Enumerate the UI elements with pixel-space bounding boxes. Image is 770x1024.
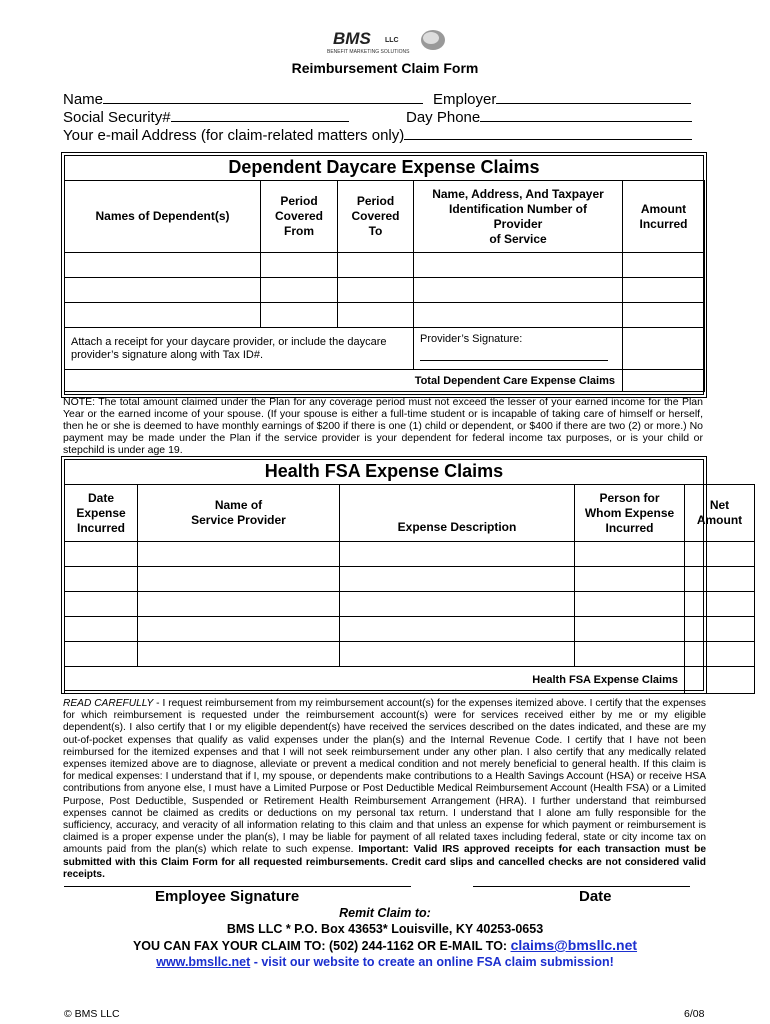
amount-line2: Incurred — [639, 216, 688, 231]
health-header-row — [65, 485, 755, 542]
ssn-row — [63, 107, 349, 126]
cell[interactable] — [65, 567, 138, 592]
daycare-row[interactable] — [65, 253, 705, 278]
note-text: NOTE: The total amount claimed under the Plan for any coverage period must not exceed the lesser of your earned income for the Plan Year or the earned income of your spouse. (If your spouse is either a full-time student or is incapable of taking care of himself or herself, then he or she is deemed to have monthly earnings of $200 if there is one (1) child or dependent, or $400 if there are two (2) or more.) No payment may be made under the Plan if the service provider is your dependent for federal income tax purposes, or is your child or stepchild is under age 19. — [63, 396, 703, 456]
cell[interactable] — [414, 303, 623, 328]
name-label: Name — [63, 91, 104, 108]
person-line3: Incurred — [605, 520, 654, 535]
cell[interactable] — [65, 542, 138, 567]
cell[interactable] — [65, 278, 261, 303]
health-row[interactable] — [65, 542, 755, 567]
cell[interactable] — [138, 592, 340, 617]
health-total-value[interactable] — [685, 667, 755, 694]
provider-line2: Identification Number of — [449, 201, 587, 216]
col-names: Names of Dependent(s) — [65, 181, 261, 253]
provider-line3: Provider — [493, 216, 543, 231]
logo-brand: BMS — [333, 29, 371, 48]
date-line3: Incurred — [76, 520, 125, 535]
cell[interactable] — [65, 642, 138, 667]
col-provider — [414, 181, 623, 253]
cell[interactable] — [575, 617, 685, 642]
certification-body: - I request reimbursement from my reimbursement account(s) for the expenses itemized above. I certify that the expenses for which reimbursement is requested under the reimbursement account(s) were for services received either by me or my eligible dependent(s). I also certify that I or my eligible dependent(s) have received the services described on the dates indicated, and these are my out-of-pocket expenses that qualify as valid expenses under the plan(s) and the Internal Revenue Code. I certify that I have not been reimbursed for the itemized expenses and that I will not seek reimbursement under any other plan. I also certify that any medically related expenses itemized above are to diagnose, alleviate or prevent a medical condition and not merely beneficial to general health. If this claim is for medical expenses: I understand that if I, my spouse, or dependents make contributions to a Health Savings Account (HSA) or receive HSA contributions from anyone else, I must have a Limited Purpose or Post Deductible Medical Reimbursement Account (Health FSA) or a Limited Purpose, Post Deductible, Suspended or Retirement Health Reimbursement Arrangement (HRA). I further understand that reimbursed expenses cannot be claimed as credits or deductions on my personal tax return. I understand that I alone am fully responsible for the sufficiency, accuracy, and veracity of all information relating to this claim and that unless an expense for which payment or reimbursement is claimed is a proper expense under the plan(s), I may be liable for payment of all related taxes including federal, state or city income tax on amounts paid from the plan(s) which relate to such expense. — [63, 698, 706, 856]
cell[interactable] — [623, 278, 705, 303]
cell[interactable] — [138, 642, 340, 667]
phone-row — [406, 107, 692, 126]
cell[interactable] — [685, 542, 755, 567]
name-field[interactable] — [103, 89, 423, 104]
cell[interactable] — [261, 253, 338, 278]
certification-important: Important: Valid IRS approved receipts for each transaction must be submitted with this Claim Form for all requested reimbursements. Credit card slips and cancelled checks are not considered valid receipts. — [63, 844, 706, 880]
phone-field[interactable] — [480, 107, 692, 122]
provider-line4: of Service — [489, 231, 547, 246]
daycare-total-label: Total Dependent Care Expense Claims — [65, 370, 623, 392]
service-provider-line2: Service Provider — [191, 513, 286, 527]
daycare-row[interactable] — [65, 303, 705, 328]
provider-signature-label: Provider’s Signature: — [420, 333, 523, 345]
cell[interactable] — [65, 303, 261, 328]
cell[interactable] — [575, 567, 685, 592]
cell[interactable] — [414, 278, 623, 303]
date-line2: Expense — [76, 505, 126, 520]
daycare-total-value[interactable] — [623, 370, 705, 392]
cell[interactable] — [261, 278, 338, 303]
phone-label: Day Phone — [406, 109, 481, 126]
employee-signature-line[interactable] — [64, 886, 411, 887]
cell[interactable] — [685, 567, 755, 592]
ssn-label: Social Security# — [63, 109, 171, 126]
fax-line — [0, 937, 770, 953]
cell[interactable] — [575, 642, 685, 667]
provider-signature-line[interactable] — [420, 345, 608, 361]
col-period-to — [338, 181, 414, 253]
employer-label: Employer — [433, 91, 497, 108]
daycare-total-row — [65, 370, 705, 392]
service-provider-line1: Name of — [214, 498, 263, 512]
period-to-line3: To — [368, 224, 383, 238]
col-amount — [623, 181, 705, 253]
cell[interactable] — [138, 567, 340, 592]
email-label: Your e-mail Address (for claim-related matters only) — [63, 127, 405, 144]
cell[interactable] — [65, 617, 138, 642]
receipt-note: Attach a receipt for your daycare provider, or include the daycare provider’s signature along with Tax ID#. — [65, 328, 414, 370]
health-row[interactable] — [65, 592, 755, 617]
employer-row — [433, 89, 691, 108]
health-total-label: Health FSA Expense Claims — [65, 667, 685, 694]
cell[interactable] — [685, 592, 755, 617]
cell[interactable] — [138, 617, 340, 642]
cell[interactable] — [65, 253, 261, 278]
daycare-table — [64, 180, 705, 392]
cell[interactable] — [685, 642, 755, 667]
website-line — [0, 955, 770, 969]
daycare-title: Dependent Daycare Expense Claims — [228, 157, 540, 177]
logo-suffix: LLC — [385, 37, 399, 44]
net-line1: Net — [709, 498, 730, 512]
website-text: - visit our website to create an online FSA claim submission! — [250, 955, 614, 969]
period-to-line2: Covered — [351, 209, 400, 223]
col-date — [65, 485, 138, 542]
remit-heading: Remit Claim to: — [339, 906, 431, 920]
cell[interactable] — [685, 617, 755, 642]
period-from-line3: From — [284, 224, 314, 238]
ssn-field[interactable] — [171, 107, 349, 122]
cell[interactable] — [575, 542, 685, 567]
cell[interactable] — [65, 592, 138, 617]
person-line2: Whom Expense — [584, 505, 675, 520]
amount-cell[interactable] — [623, 328, 705, 370]
email-field[interactable] — [404, 125, 692, 140]
remit-address: BMS LLC * P.O. Box 43653* Louisville, KY 40253-0653 — [226, 922, 544, 936]
version: 6/08 — [684, 1008, 705, 1020]
period-from-line2: Covered — [274, 209, 324, 223]
health-table — [64, 484, 755, 694]
health-title: Health FSA Expense Claims — [264, 461, 504, 481]
cell[interactable] — [340, 592, 575, 617]
cell[interactable] — [340, 542, 575, 567]
cell[interactable] — [138, 542, 340, 567]
daycare-row[interactable] — [65, 278, 705, 303]
employee-signature-label: Employee Signature — [155, 888, 300, 905]
name-row — [63, 89, 423, 108]
logo-tagline: BENEFIT MARKETING SOLUTIONS — [327, 49, 410, 55]
health-row[interactable] — [65, 642, 755, 667]
date-line[interactable] — [473, 886, 690, 887]
certification-text — [63, 698, 706, 881]
health-total-row — [65, 667, 755, 694]
bms-logo — [323, 26, 447, 56]
col-net — [685, 485, 755, 542]
net-line2: Amount — [696, 513, 743, 527]
date-label: Date — [579, 888, 612, 905]
cell[interactable] — [340, 642, 575, 667]
cell[interactable] — [338, 278, 414, 303]
amount-line1: Amount — [640, 201, 687, 216]
health-row[interactable] — [65, 617, 755, 642]
person-line1: Person for — [599, 490, 660, 505]
website-link[interactable]: www.bmsllc.net — [156, 955, 251, 969]
col-service-provider — [138, 485, 340, 542]
email-link[interactable]: claims@bmsllc.net — [510, 937, 638, 953]
period-to-line1: Period — [356, 194, 395, 208]
col-person — [575, 485, 685, 542]
cell[interactable] — [575, 592, 685, 617]
cell[interactable] — [414, 253, 623, 278]
provider-line1: Name, Address, And Taxpayer — [432, 186, 604, 201]
cell[interactable] — [340, 617, 575, 642]
email-row — [63, 125, 692, 144]
copyright: © BMS LLC — [64, 1008, 120, 1020]
cell[interactable] — [340, 567, 575, 592]
employer-field[interactable] — [496, 89, 691, 104]
col-period-from — [261, 181, 338, 253]
fax-text: YOU CAN FAX YOUR CLAIM TO: (502) 244-1162 OR E-MAIL TO: — [132, 939, 511, 953]
daycare-signature-row — [65, 328, 705, 370]
cell[interactable] — [623, 253, 705, 278]
cell[interactable] — [261, 303, 338, 328]
cell[interactable] — [623, 303, 705, 328]
read-carefully: READ CAREFULLY — [63, 698, 154, 709]
daycare-header-row — [65, 181, 705, 253]
form-title: Reimbursement Claim Form — [291, 60, 479, 76]
cell[interactable] — [338, 253, 414, 278]
date-line1: Date — [87, 490, 114, 505]
cell[interactable] — [338, 303, 414, 328]
period-from-line1: Period — [280, 194, 318, 208]
provider-signature-cell[interactable] — [414, 328, 623, 370]
health-row[interactable] — [65, 567, 755, 592]
col-description: Expense Description — [340, 485, 575, 542]
